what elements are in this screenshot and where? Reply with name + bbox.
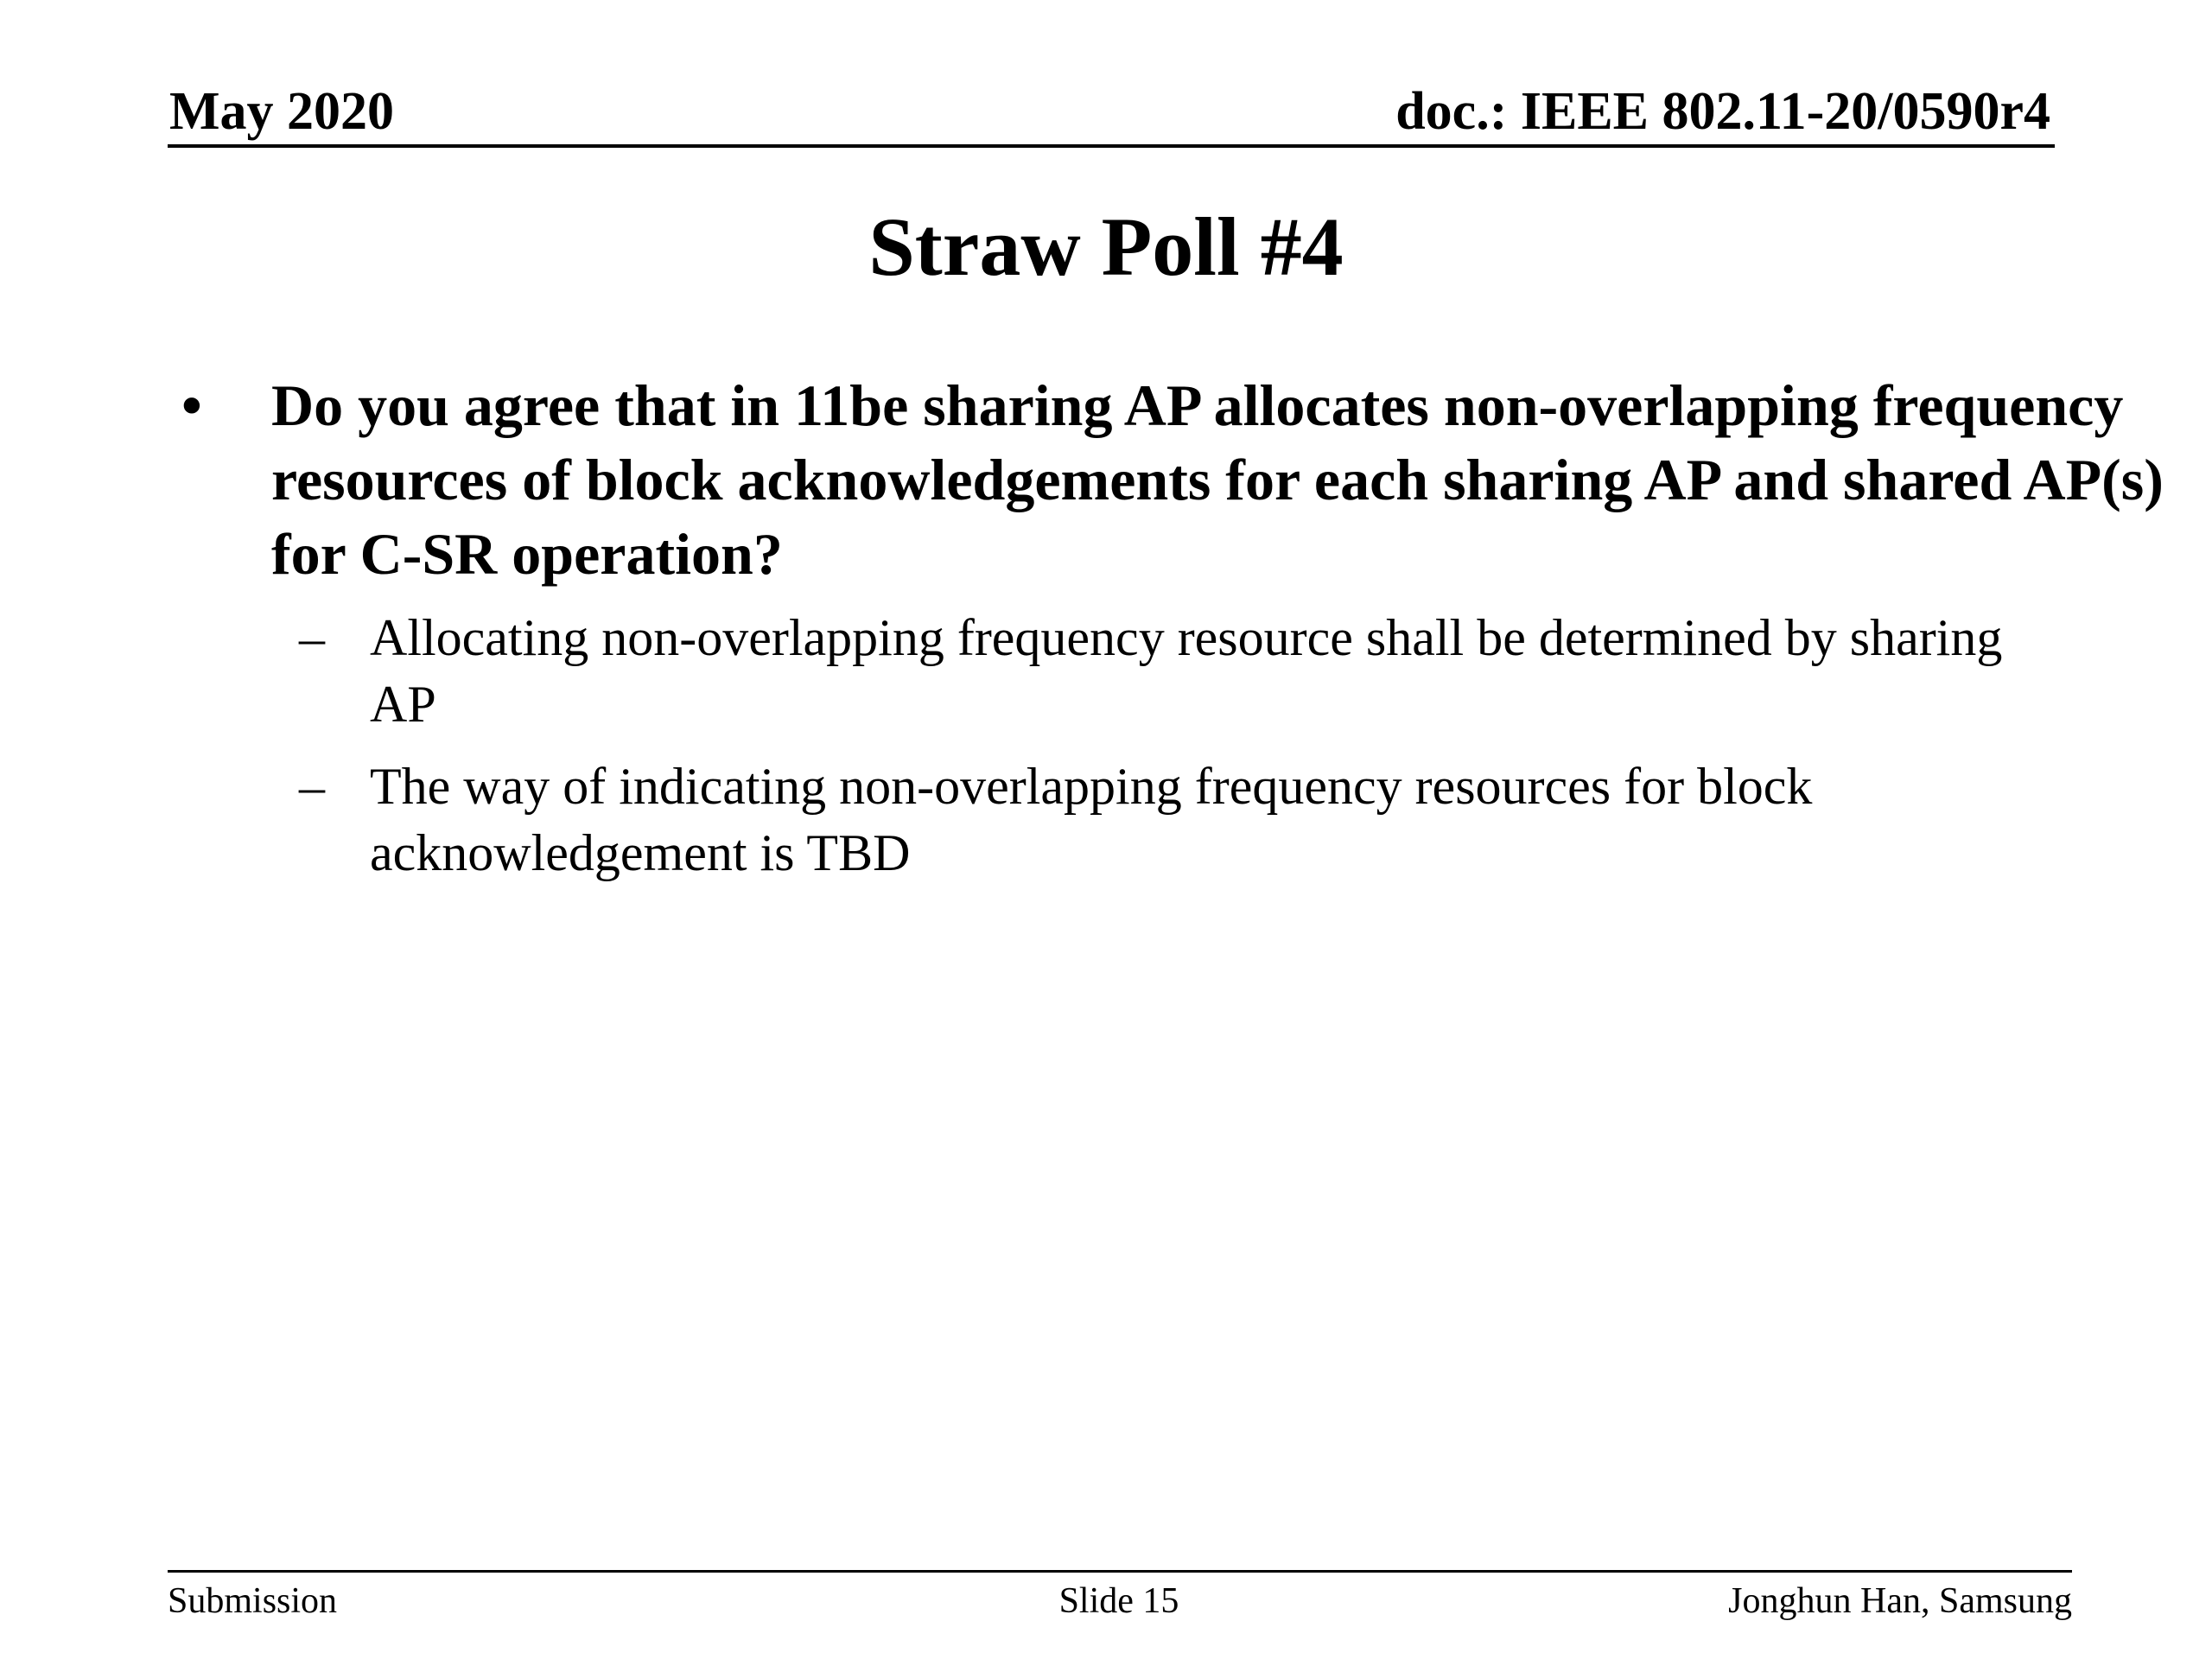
sub-bullet-marker: – xyxy=(299,758,325,815)
footer-divider xyxy=(168,1570,2072,1573)
slide-title: Straw Poll #4 xyxy=(868,200,1344,293)
header-date: May 2020 xyxy=(169,82,395,141)
footer-author: Jonghun Han, Samsung xyxy=(1728,1581,2072,1621)
sub-bullet-text: The way of indicating non-overlapping frequency resources for block acknowledgement is TBD xyxy=(370,758,1813,881)
footer-slide-number: Slide 15 xyxy=(1058,1581,1179,1621)
header-divider xyxy=(168,144,2055,148)
bullet-marker: • xyxy=(181,372,202,438)
bullet-text: Do you agree that in 11be sharing AP allocates non-overlapping frequency resources of block acknowledgements for each sharing AP and shared AP(s) for C-SR operation? xyxy=(271,372,2164,587)
sub-bullet-marker: – xyxy=(299,609,325,666)
sub-bullet-text: Allocating non-overlapping frequency resource shall be determined by sharing AP xyxy=(370,609,2003,733)
footer-submission: Submission xyxy=(168,1581,338,1621)
header-doc-id: doc.: IEEE 802.11-20/0590r4 xyxy=(1395,82,2050,141)
